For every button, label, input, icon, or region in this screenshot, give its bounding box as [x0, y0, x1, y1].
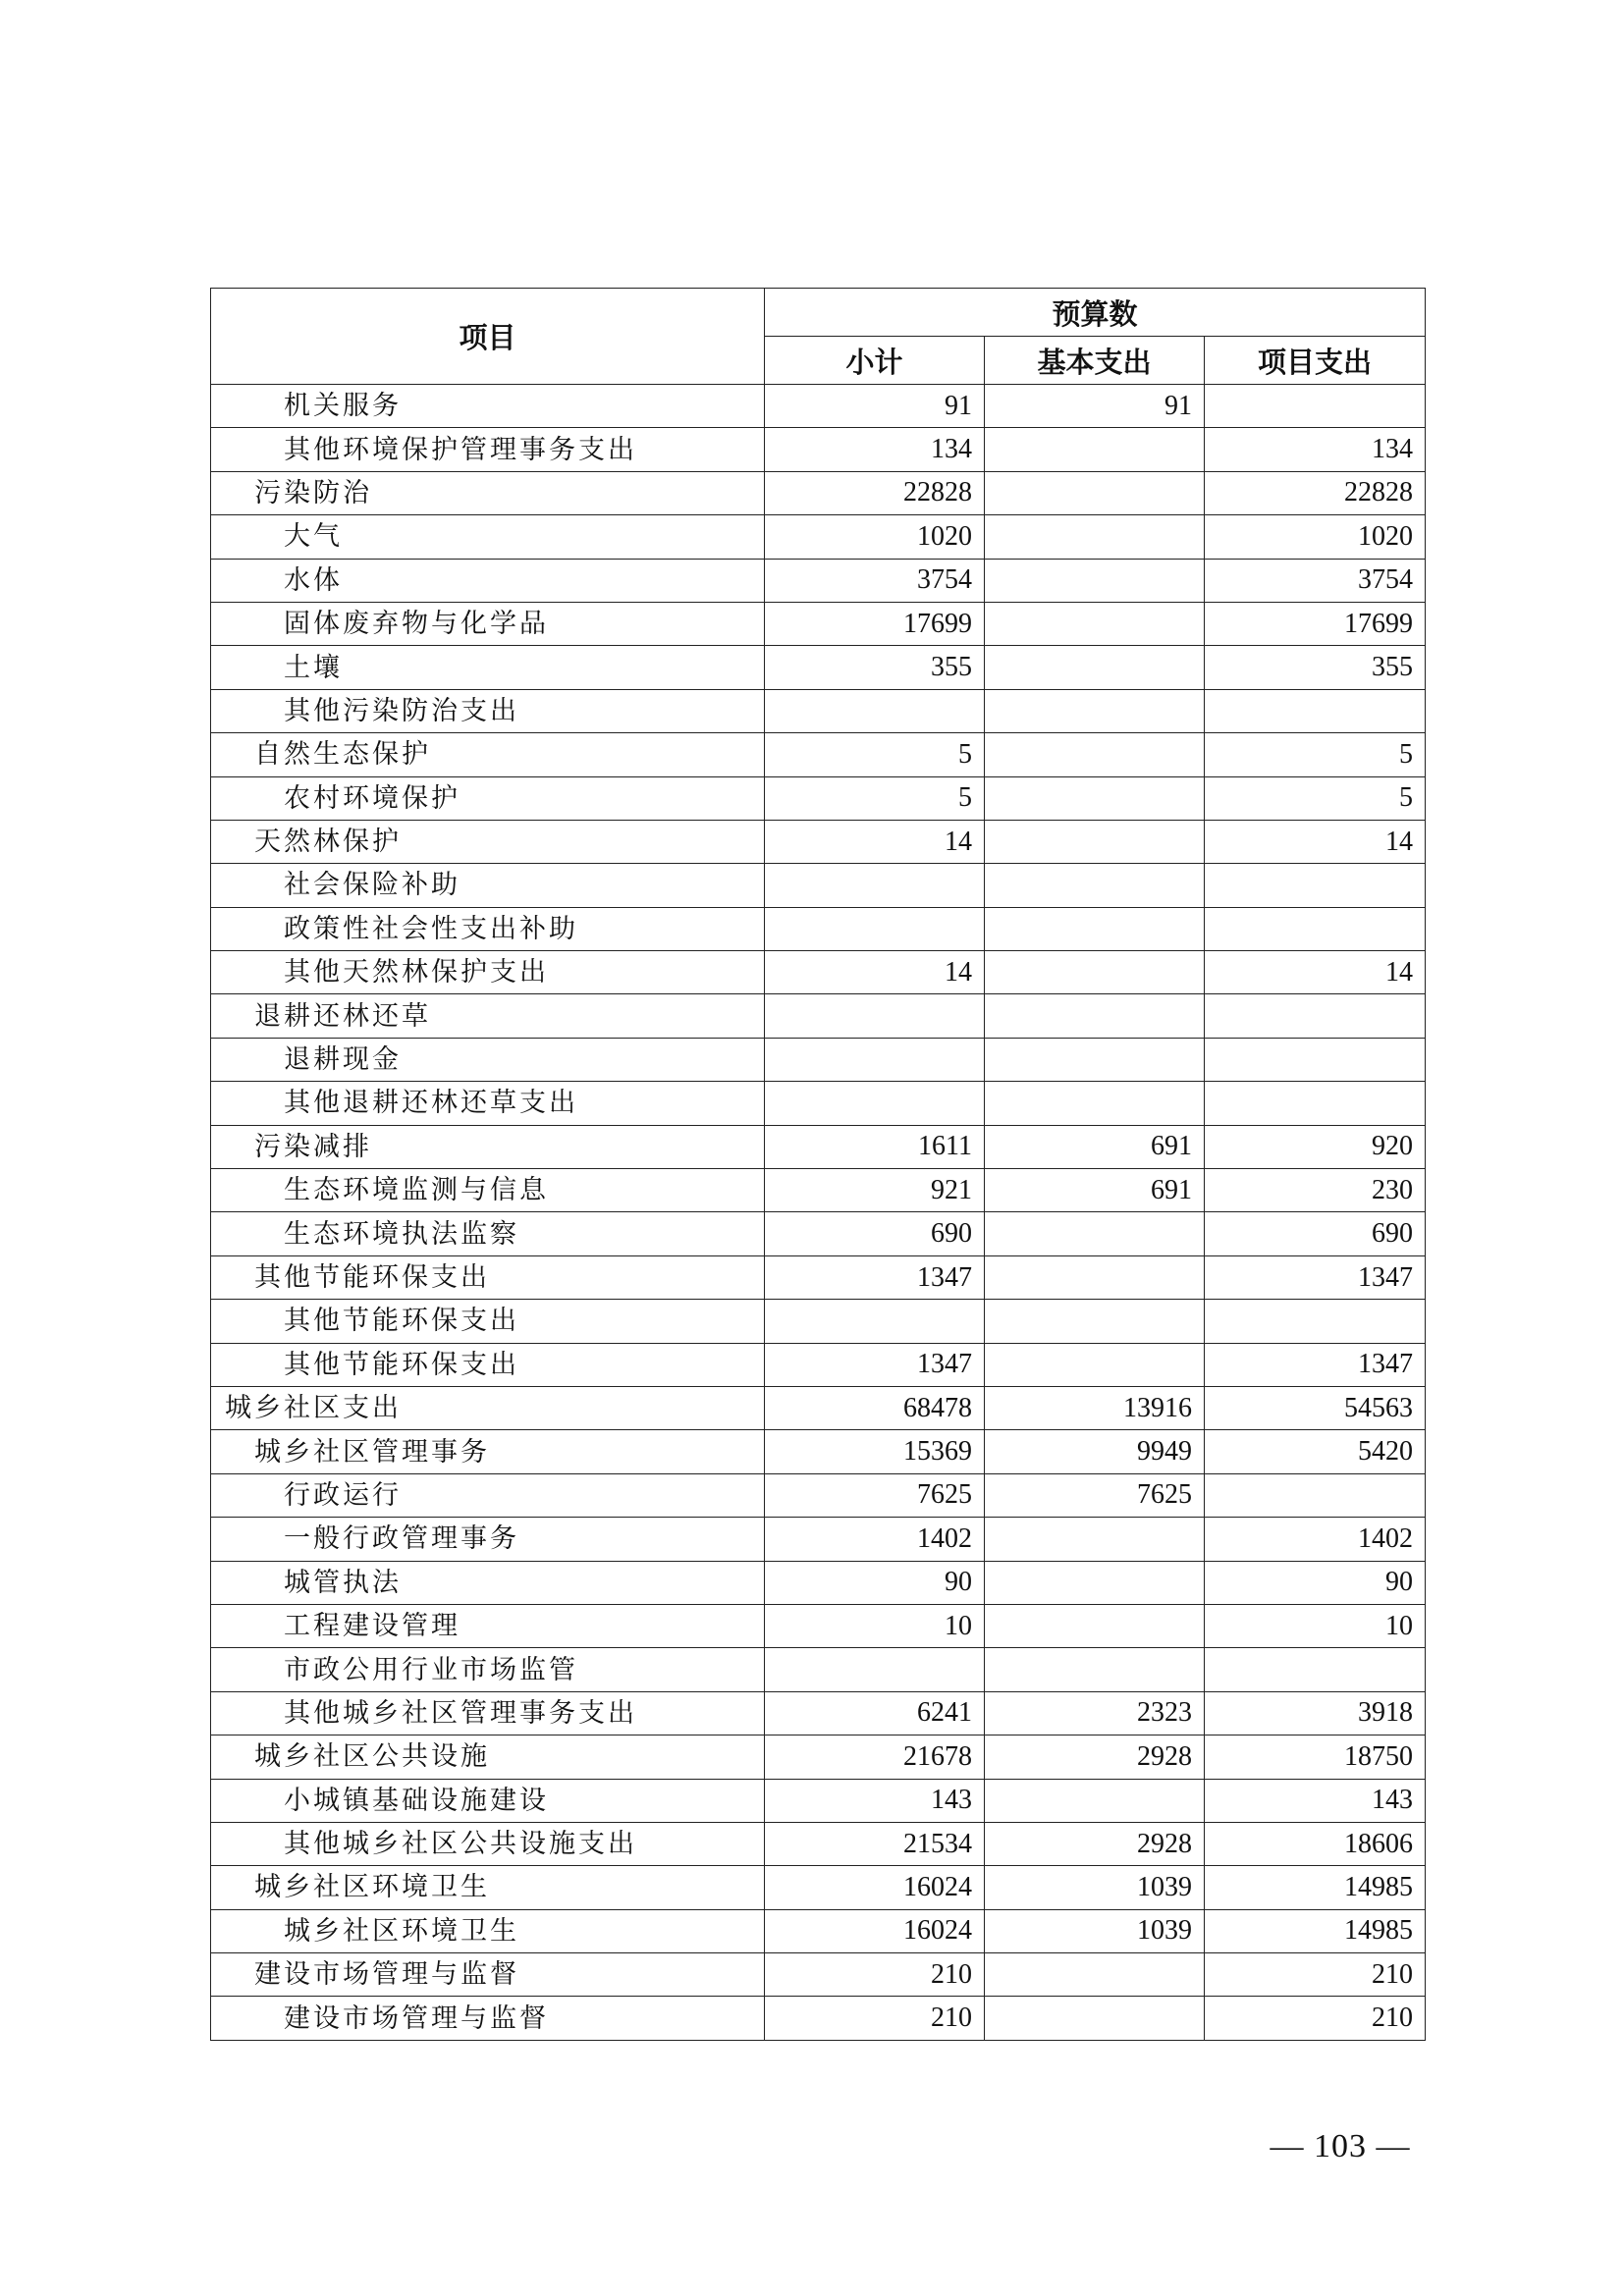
row-item-name: 农村环境保护 [211, 776, 765, 820]
row-subtotal-cell [765, 1082, 985, 1125]
row-subtotal-cell: 22828 [765, 471, 985, 514]
row-item-name: 城管执法 [211, 1561, 765, 1604]
row-basic-cell [985, 951, 1205, 994]
row-basic-cell [985, 1038, 1205, 1081]
row-basic-cell [985, 994, 1205, 1038]
table-row [211, 864, 1426, 907]
row-project-cell [1205, 385, 1426, 428]
row-basic-cell [985, 646, 1205, 689]
row-subtotal-cell: 21678 [765, 1735, 985, 1779]
row-item-name: 其他节能环保支出 [211, 1300, 765, 1343]
row-item-name: 机关服务 [211, 385, 765, 428]
row-project-cell: 14985 [1205, 1909, 1426, 1952]
table-row [211, 1866, 1426, 1909]
table-row [211, 428, 1426, 471]
row-subtotal-cell: 7625 [765, 1473, 985, 1517]
row-basic-cell: 691 [985, 1125, 1205, 1168]
row-item-name: 城乡社区环境卫生 [211, 1866, 765, 1909]
row-subtotal-cell: 91 [765, 385, 985, 428]
row-project-cell [1205, 994, 1426, 1038]
row-subtotal-cell: 16024 [765, 1909, 985, 1952]
table-row [211, 1648, 1426, 1691]
row-basic-cell: 691 [985, 1169, 1205, 1212]
row-subtotal-cell: 90 [765, 1561, 985, 1604]
row-subtotal-cell: 17699 [765, 602, 985, 645]
table-row [211, 1386, 1426, 1429]
row-project-cell: 134 [1205, 428, 1426, 471]
row-basic-cell [985, 1343, 1205, 1386]
budget-table [210, 288, 1426, 2041]
row-project-cell: 3918 [1205, 1691, 1426, 1735]
row-subtotal-cell [765, 907, 985, 950]
header-project: 项目支出 [1205, 337, 1426, 385]
table-row [211, 1779, 1426, 1822]
row-basic-cell [985, 864, 1205, 907]
row-subtotal-cell: 690 [765, 1212, 985, 1255]
row-project-cell: 920 [1205, 1125, 1426, 1168]
row-project-cell: 1347 [1205, 1343, 1426, 1386]
row-item-name: 污染防治 [211, 471, 765, 514]
row-project-cell [1205, 864, 1426, 907]
table-body [211, 385, 1426, 2041]
row-basic-cell: 1039 [985, 1909, 1205, 1952]
row-subtotal-cell: 14 [765, 820, 985, 863]
row-project-cell: 1020 [1205, 515, 1426, 559]
row-basic-cell [985, 907, 1205, 950]
row-project-cell: 355 [1205, 646, 1426, 689]
row-basic-cell [985, 1561, 1205, 1604]
row-item-name: 小城镇基础设施建设 [211, 1779, 765, 1822]
row-basic-cell [985, 689, 1205, 732]
row-basic-cell [985, 1604, 1205, 1647]
row-item-name: 其他节能环保支出 [211, 1343, 765, 1386]
table-row [211, 385, 1426, 428]
table-row [211, 1735, 1426, 1779]
row-basic-cell: 2928 [985, 1735, 1205, 1779]
row-item-name: 水体 [211, 559, 765, 602]
row-project-cell [1205, 1038, 1426, 1081]
row-subtotal-cell: 134 [765, 428, 985, 471]
table-row [211, 1822, 1426, 1865]
row-basic-cell [985, 1953, 1205, 1997]
row-project-cell: 230 [1205, 1169, 1426, 1212]
row-subtotal-cell [765, 1648, 985, 1691]
row-subtotal-cell [765, 1038, 985, 1081]
row-project-cell: 54563 [1205, 1386, 1426, 1429]
row-subtotal-cell [765, 864, 985, 907]
row-subtotal-cell: 3754 [765, 559, 985, 602]
table-row [211, 1691, 1426, 1735]
row-item-name: 其他污染防治支出 [211, 689, 765, 732]
table-row [211, 1300, 1426, 1343]
table-row [211, 1169, 1426, 1212]
row-subtotal-cell: 1402 [765, 1518, 985, 1561]
row-item-name: 土壤 [211, 646, 765, 689]
row-project-cell [1205, 1082, 1426, 1125]
row-basic-cell [985, 733, 1205, 776]
row-item-name: 污染减排 [211, 1125, 765, 1168]
row-subtotal-cell: 355 [765, 646, 985, 689]
row-basic-cell: 2928 [985, 1822, 1205, 1865]
row-subtotal-cell: 143 [765, 1779, 985, 1822]
row-project-cell: 90 [1205, 1561, 1426, 1604]
table-row [211, 1255, 1426, 1299]
header-budget-group: 预算数 [765, 289, 1426, 337]
row-project-cell: 3754 [1205, 559, 1426, 602]
table-row [211, 1125, 1426, 1168]
table-row [211, 733, 1426, 776]
row-item-name: 其他退耕还林还草支出 [211, 1082, 765, 1125]
table-row [211, 646, 1426, 689]
row-basic-cell [985, 1255, 1205, 1299]
table-row [211, 471, 1426, 514]
row-subtotal-cell: 14 [765, 951, 985, 994]
row-basic-cell: 9949 [985, 1430, 1205, 1473]
header-row-top [211, 289, 1426, 337]
row-item-name: 一般行政管理事务 [211, 1518, 765, 1561]
row-basic-cell [985, 1518, 1205, 1561]
row-project-cell: 5 [1205, 776, 1426, 820]
row-item-name: 固体废弃物与化学品 [211, 602, 765, 645]
table-row [211, 1343, 1426, 1386]
row-subtotal-cell: 1611 [765, 1125, 985, 1168]
row-basic-cell [985, 471, 1205, 514]
table-row [211, 776, 1426, 820]
row-basic-cell [985, 1648, 1205, 1691]
table-row [211, 1212, 1426, 1255]
row-project-cell: 14985 [1205, 1866, 1426, 1909]
row-basic-cell: 13916 [985, 1386, 1205, 1429]
row-item-name: 其他天然林保护支出 [211, 951, 765, 994]
row-basic-cell: 2323 [985, 1691, 1205, 1735]
row-subtotal-cell [765, 1300, 985, 1343]
row-project-cell: 143 [1205, 1779, 1426, 1822]
row-subtotal-cell: 1020 [765, 515, 985, 559]
table-row [211, 951, 1426, 994]
row-basic-cell [985, 1082, 1205, 1125]
row-subtotal-cell: 68478 [765, 1386, 985, 1429]
row-item-name: 城乡社区支出 [211, 1386, 765, 1429]
row-subtotal-cell: 921 [765, 1169, 985, 1212]
row-subtotal-cell [765, 994, 985, 1038]
row-basic-cell [985, 820, 1205, 863]
row-project-cell [1205, 907, 1426, 950]
row-basic-cell [985, 1212, 1205, 1255]
table-row [211, 1430, 1426, 1473]
table-row [211, 1604, 1426, 1647]
row-subtotal-cell: 210 [765, 1953, 985, 1997]
table-row [211, 1473, 1426, 1517]
row-subtotal-cell: 210 [765, 1997, 985, 2040]
row-basic-cell [985, 428, 1205, 471]
table-row [211, 515, 1426, 559]
table-row [211, 820, 1426, 863]
row-project-cell: 14 [1205, 951, 1426, 994]
row-subtotal-cell [765, 689, 985, 732]
row-project-cell: 18750 [1205, 1735, 1426, 1779]
table-row [211, 1997, 1426, 2040]
row-basic-cell: 91 [985, 385, 1205, 428]
row-item-name: 自然生态保护 [211, 733, 765, 776]
row-item-name: 城乡社区管理事务 [211, 1430, 765, 1473]
row-project-cell: 17699 [1205, 602, 1426, 645]
row-project-cell: 14 [1205, 820, 1426, 863]
header-basic: 基本支出 [985, 337, 1205, 385]
row-project-cell: 210 [1205, 1953, 1426, 1997]
row-subtotal-cell: 1347 [765, 1343, 985, 1386]
row-basic-cell: 7625 [985, 1473, 1205, 1517]
row-project-cell: 1347 [1205, 1255, 1426, 1299]
table-row [211, 602, 1426, 645]
row-item-name: 大气 [211, 515, 765, 559]
table-header [211, 289, 1426, 385]
row-basic-cell [985, 1997, 1205, 2040]
row-basic-cell [985, 602, 1205, 645]
row-subtotal-cell: 6241 [765, 1691, 985, 1735]
row-item-name: 生态环境监测与信息 [211, 1169, 765, 1212]
row-item-name: 工程建设管理 [211, 1604, 765, 1647]
header-subtotal: 小计 [765, 337, 985, 385]
row-item-name: 市政公用行业市场监管 [211, 1648, 765, 1691]
row-item-name: 其他城乡社区公共设施支出 [211, 1822, 765, 1865]
row-item-name: 城乡社区环境卫生 [211, 1909, 765, 1952]
table-row [211, 1038, 1426, 1081]
row-item-name: 建设市场管理与监督 [211, 1953, 765, 1997]
row-project-cell: 1402 [1205, 1518, 1426, 1561]
row-project-cell [1205, 1648, 1426, 1691]
table-row [211, 1909, 1426, 1952]
table-row [211, 1561, 1426, 1604]
row-subtotal-cell: 16024 [765, 1866, 985, 1909]
row-item-name: 政策性社会性支出补助 [211, 907, 765, 950]
row-basic-cell [985, 559, 1205, 602]
row-basic-cell [985, 1779, 1205, 1822]
table-row [211, 907, 1426, 950]
row-item-name: 天然林保护 [211, 820, 765, 863]
row-basic-cell [985, 776, 1205, 820]
row-project-cell: 5420 [1205, 1430, 1426, 1473]
row-project-cell [1205, 1300, 1426, 1343]
row-subtotal-cell: 1347 [765, 1255, 985, 1299]
row-project-cell: 210 [1205, 1997, 1426, 2040]
row-project-cell: 5 [1205, 733, 1426, 776]
row-item-name: 其他节能环保支出 [211, 1255, 765, 1299]
row-subtotal-cell: 21534 [765, 1822, 985, 1865]
row-project-cell: 10 [1205, 1604, 1426, 1647]
row-basic-cell [985, 515, 1205, 559]
row-subtotal-cell: 5 [765, 733, 985, 776]
header-item: 项目 [211, 289, 765, 385]
row-subtotal-cell: 15369 [765, 1430, 985, 1473]
row-project-cell: 18606 [1205, 1822, 1426, 1865]
row-item-name: 生态环境执法监察 [211, 1212, 765, 1255]
row-item-name: 退耕还林还草 [211, 994, 765, 1038]
table-row [211, 689, 1426, 732]
table-row [211, 1953, 1426, 1997]
row-project-cell [1205, 689, 1426, 732]
table-row [211, 1518, 1426, 1561]
row-basic-cell [985, 1300, 1205, 1343]
page-number: — 103 — [1270, 2128, 1411, 2164]
row-item-name: 其他城乡社区管理事务支出 [211, 1691, 765, 1735]
table-row [211, 1082, 1426, 1125]
row-item-name: 建设市场管理与监督 [211, 1997, 765, 2040]
row-project-cell: 690 [1205, 1212, 1426, 1255]
row-item-name: 其他环境保护管理事务支出 [211, 428, 765, 471]
row-subtotal-cell: 5 [765, 776, 985, 820]
row-item-name: 退耕现金 [211, 1038, 765, 1081]
row-project-cell: 22828 [1205, 471, 1426, 514]
table-row [211, 994, 1426, 1038]
row-item-name: 行政运行 [211, 1473, 765, 1517]
row-basic-cell: 1039 [985, 1866, 1205, 1909]
table-row [211, 559, 1426, 602]
row-item-name: 社会保险补助 [211, 864, 765, 907]
row-project-cell [1205, 1473, 1426, 1517]
row-subtotal-cell: 10 [765, 1604, 985, 1647]
row-item-name: 城乡社区公共设施 [211, 1735, 765, 1779]
